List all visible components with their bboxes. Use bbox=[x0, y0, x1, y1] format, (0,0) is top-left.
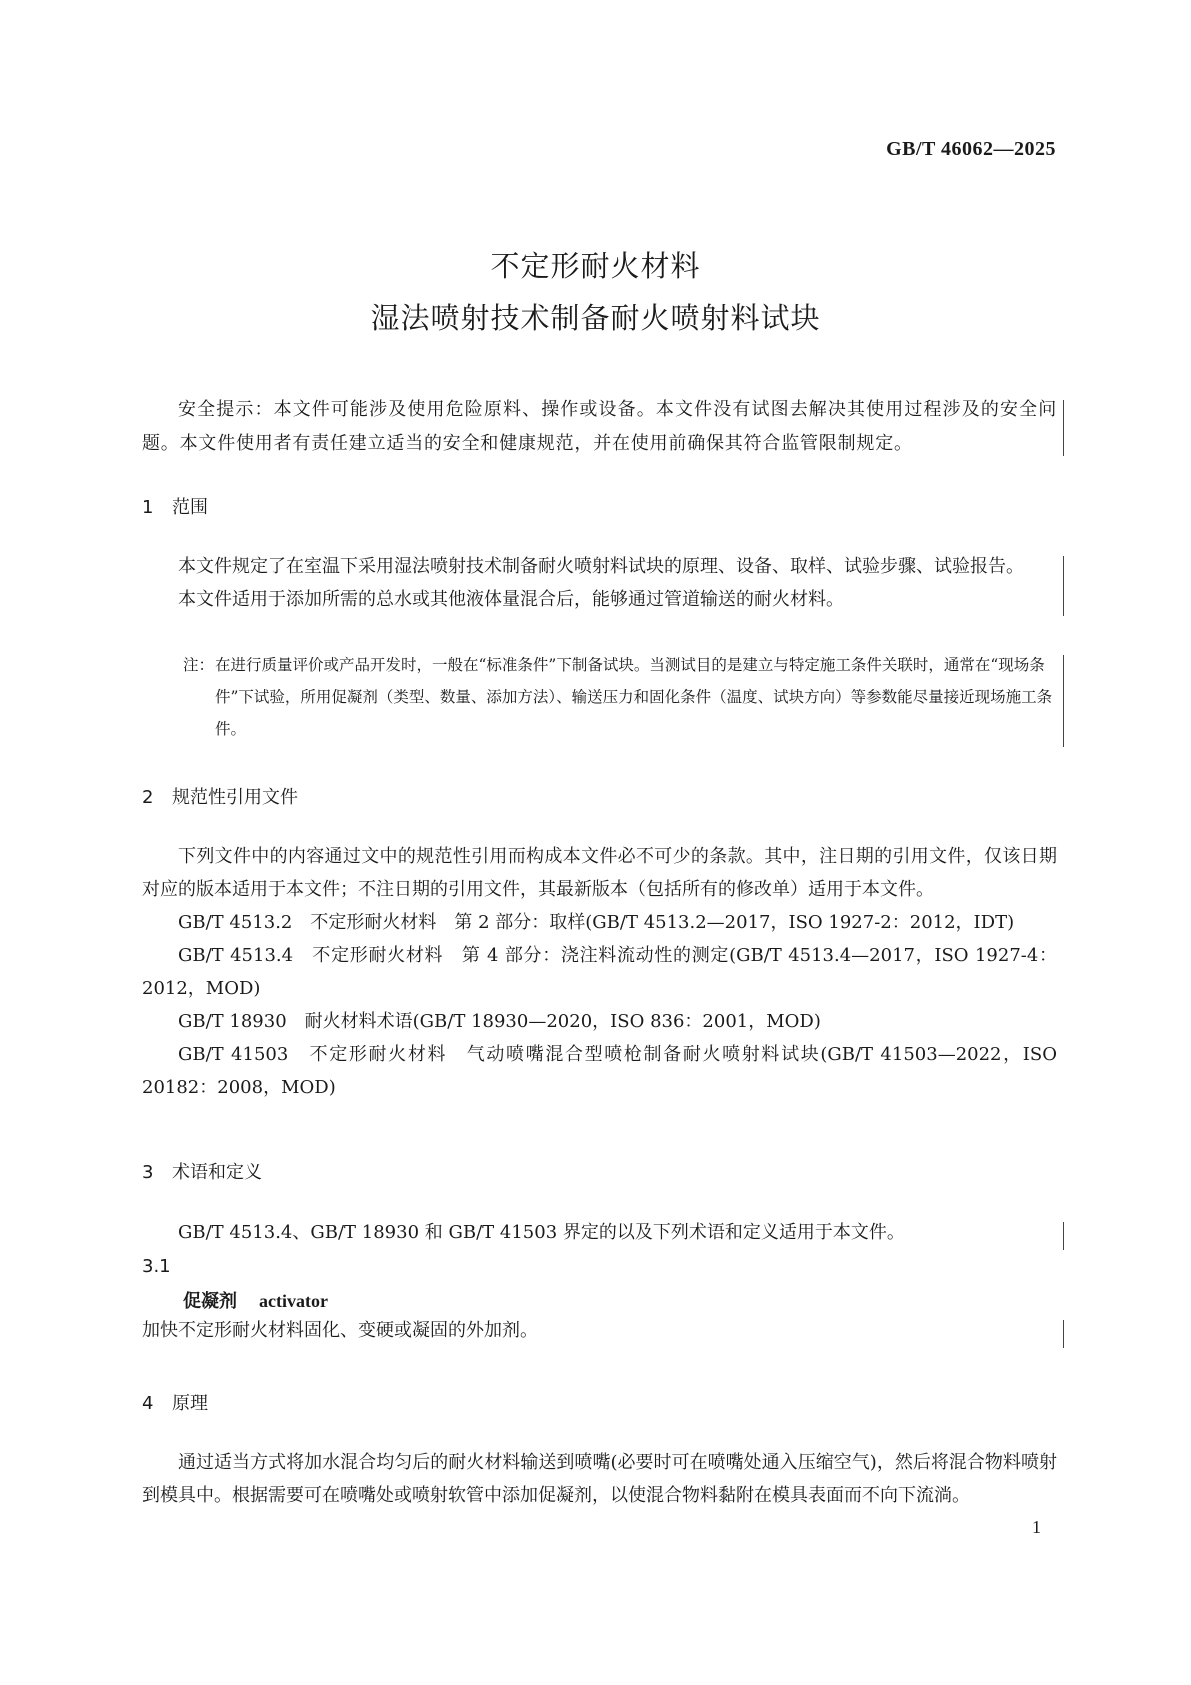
reference-item: GB/T 18930 耐火材料术语(GB/T 18930—2020，ISO 836：2001，MOD) bbox=[178, 1011, 821, 1032]
paragraph: 本文件规定了在室温下采用湿法喷射技术制备耐火喷射料试块的原理、设备、取样、试验步骤、试验报告。 bbox=[178, 556, 1024, 577]
term-chinese: 促凝剂 bbox=[183, 1291, 237, 1312]
reference-item: GB/T 41503 不定形耐火材料 气动喷嘴混合型喷枪制备耐火喷射料试块(GB/T 41503—2022，ISO 20182：2008，MOD) bbox=[142, 1044, 1057, 1098]
section-1-body bbox=[142, 550, 1057, 616]
paragraph: 下列文件中的内容通过文中的规范性引用而构成本文件必不可少的条款。其中，注日期的引用文件，仅该日期对应的版本适用于本文件；不注日期的引用文件，其最新版本（包括所有的修改单）适用于本文件。 bbox=[142, 846, 1057, 900]
term-entry bbox=[183, 1287, 328, 1313]
section-number: 3 bbox=[142, 1162, 154, 1183]
safety-notice: 安全提示：本文件可能涉及使用危险原料、操作或设备。本文件没有试图去解决其使用过程涉及的安全问题。本文件使用者有责任建立适当的安全和健康规范，并在使用前确保其符合监管限制规定。 bbox=[142, 399, 1057, 454]
paragraph: GB/T 4513.4、GB/T 18930 和 GB/T 41503 界定的以及下列术语和定义适用于本文件。 bbox=[178, 1222, 905, 1243]
change-bar bbox=[1063, 1320, 1064, 1348]
section-2-body bbox=[142, 840, 1057, 1104]
paragraph: 本文件适用于添加所需的总水或其他液体量混合后，能够通过管道输送的耐火材料。 bbox=[178, 589, 844, 610]
change-bar bbox=[1063, 655, 1064, 747]
section-3-heading bbox=[142, 1158, 262, 1184]
section-number: 2 bbox=[142, 787, 154, 808]
title-line-1: 不定形耐火材料 bbox=[490, 249, 701, 283]
section-2-heading bbox=[142, 783, 298, 809]
change-bar bbox=[1063, 1222, 1064, 1250]
section-4-body bbox=[142, 1446, 1057, 1512]
term-id: 3.1 bbox=[142, 1256, 171, 1277]
term-english: activator bbox=[259, 1291, 328, 1311]
section-number: 4 bbox=[142, 1393, 154, 1414]
section-title: 术语和定义 bbox=[172, 1162, 262, 1183]
paragraph: 加快不定形耐火材料固化、变硬或凝固的外加剂。 bbox=[142, 1320, 538, 1341]
section-number: 1 bbox=[142, 497, 154, 518]
title-line-2: 湿法喷射技术制备耐火喷射料试块 bbox=[370, 301, 821, 335]
section-3-intro bbox=[142, 1216, 1057, 1249]
standard-code: GB/T 46062—2025 bbox=[886, 138, 1056, 160]
change-bar bbox=[1063, 556, 1064, 616]
section-title: 范围 bbox=[172, 497, 208, 518]
section-title: 规范性引用文件 bbox=[172, 787, 298, 808]
paragraph: 通过适当方式将加水混合均匀后的耐火材料输送到喷嘴(必要时可在喷嘴处通入压缩空气)，然后将混合物料喷射到模具中。根据需要可在喷嘴处或喷射软管中添加促凝剂，以使混合物料黏附在模具表面而不向下流淌。 bbox=[142, 1452, 1057, 1506]
note-label: 注： bbox=[183, 656, 215, 674]
section-title: 原理 bbox=[172, 1393, 208, 1414]
page-number: 1 bbox=[1032, 1517, 1041, 1537]
section-4-heading bbox=[142, 1389, 208, 1415]
reference-item: GB/T 4513.4 不定形耐火材料 第 4 部分：浇注料流动性的测定(GB/T 4513.4—2017，ISO 1927-4：2012，MOD) bbox=[142, 945, 1057, 999]
section-1-note bbox=[185, 649, 1057, 745]
term-definition bbox=[142, 1314, 1057, 1347]
change-bar bbox=[1063, 400, 1064, 456]
section-1-heading bbox=[142, 493, 208, 519]
note-text: 在进行质量评价或产品开发时，一般在“标准条件”下制备试块。当测试目的是建立与特定施工条件关联时，通常在“现场条件”下试验，所用促凝剂（类型、数量、添加方法）、输送压力和固化条件（温度、试块方向）等参数能尽量接近现场施工条件。 bbox=[215, 656, 1053, 738]
reference-item: GB/T 4513.2 不定形耐火材料 第 2 部分：取样(GB/T 4513.2—2017，ISO 1927-2：2012，IDT) bbox=[178, 912, 1015, 933]
